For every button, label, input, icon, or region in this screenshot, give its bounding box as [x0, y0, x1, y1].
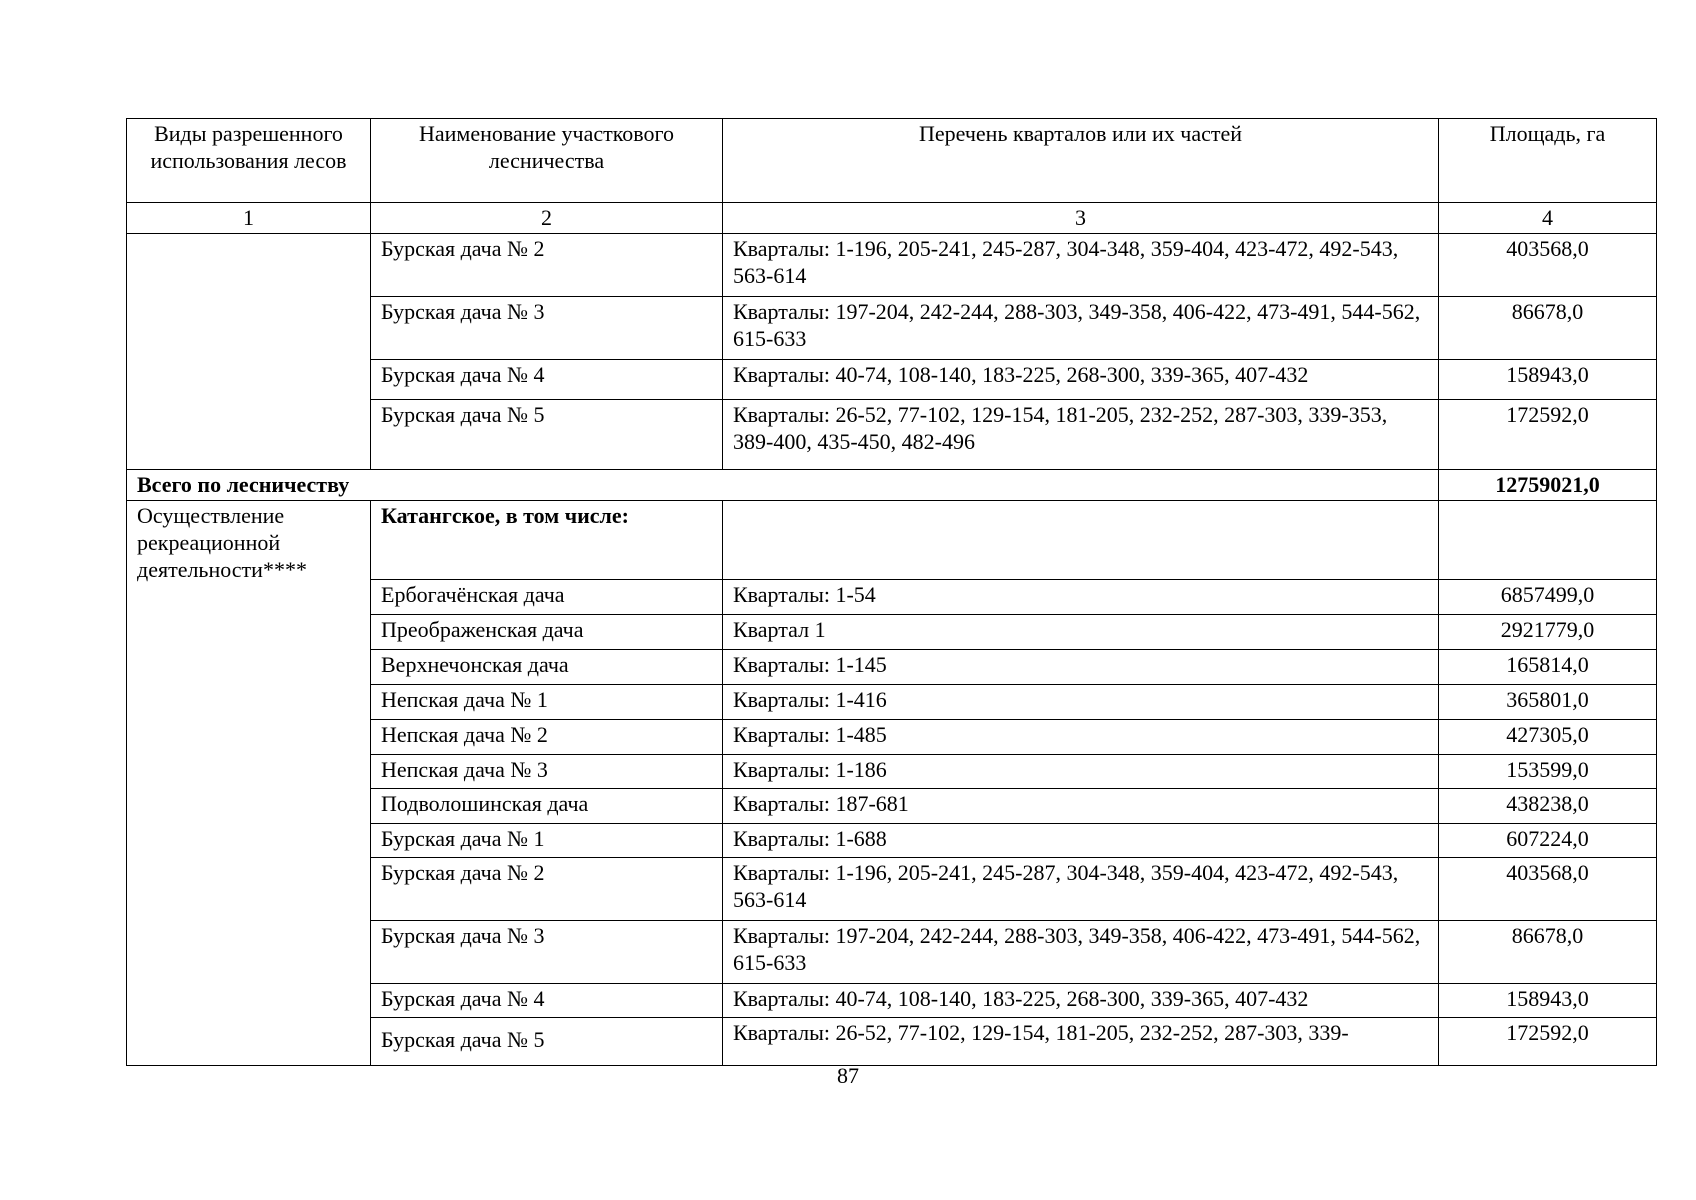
forestry-name-cell: Непская дача № 1: [371, 685, 723, 720]
forestry-name-cell: Подволошинская дача: [371, 789, 723, 824]
forestry-name-cell: Бурская дача № 1: [371, 824, 723, 858]
forestry-name-cell: Непская дача № 3: [371, 755, 723, 789]
header-area: Площадь, га: [1439, 119, 1657, 203]
column-number: 3: [723, 203, 1439, 234]
area-cell: 158943,0: [1439, 984, 1657, 1018]
usage-type-cell-empty: [127, 234, 371, 470]
quarters-cell: Кварталы: 1-196, 205-241, 245-287, 304-348, 359-404, 423-472, 492-543, 563-614: [723, 234, 1439, 297]
total-row: [127, 470, 1657, 501]
header-quarters-list: Перечень кварталов или их частей: [723, 119, 1439, 203]
quarters-cell: Кварталы: 1-196, 205-241, 245-287, 304-348, 359-404, 423-472, 492-543, 563-614: [723, 858, 1439, 921]
area-cell: 2921779,0: [1439, 615, 1657, 650]
area-cell: 172592,0: [1439, 400, 1657, 470]
quarters-cell: Кварталы: 197-204, 242-244, 288-303, 349-358, 406-422, 473-491, 544-562, 615-633: [723, 297, 1439, 360]
forestry-name-cell: Бурская дача № 2: [371, 234, 723, 297]
quarters-cell: Кварталы: 1-54: [723, 580, 1439, 615]
header-forestry-name: Наименование участкового лесничества: [371, 119, 723, 203]
quarters-cell: Кварталы: 187-681: [723, 789, 1439, 824]
area-cell: 158943,0: [1439, 360, 1657, 400]
area-cell: 153599,0: [1439, 755, 1657, 789]
area-cell: 86678,0: [1439, 297, 1657, 360]
quarters-cell: Кварталы: 1-186: [723, 755, 1439, 789]
quarters-cell: Квартал 1: [723, 615, 1439, 650]
table-row: [127, 234, 1657, 297]
forestry-name-cell: Бурская дача № 3: [371, 921, 723, 984]
forestry-name-cell: Бурская дача № 4: [371, 360, 723, 400]
usage-type-recreation: Осуществление рекреационной деятельности****: [127, 501, 371, 1066]
area-cell: 427305,0: [1439, 720, 1657, 755]
forestry-name-cell: Бурская дача № 5: [371, 400, 723, 470]
forestry-name-cell: Непская дача № 2: [371, 720, 723, 755]
table-header-row: [127, 119, 1657, 203]
forestry-name-cell: Ербогачёнская дача: [371, 580, 723, 615]
area-cell: 86678,0: [1439, 921, 1657, 984]
quarters-cell: Кварталы: 1-416: [723, 685, 1439, 720]
quarters-cell: Кварталы: 40-74, 108-140, 183-225, 268-300, 339-365, 407-432: [723, 360, 1439, 400]
quarters-cell-empty: [723, 501, 1439, 580]
quarters-cell: Кварталы: 40-74, 108-140, 183-225, 268-300, 339-365, 407-432: [723, 984, 1439, 1018]
quarters-cell: Кварталы: 1-145: [723, 650, 1439, 685]
forestry-parent-name: Катангское, в том числе:: [371, 501, 723, 580]
area-cell: 607224,0: [1439, 824, 1657, 858]
quarters-cell: Кварталы: 1-688: [723, 824, 1439, 858]
area-cell: 403568,0: [1439, 858, 1657, 921]
header-usage-type: Виды разрешенного использования лесов: [127, 119, 371, 203]
forestry-name-cell: Бурская дача № 5: [371, 1018, 723, 1066]
column-number: 4: [1439, 203, 1657, 234]
area-cell: 172592,0: [1439, 1018, 1657, 1066]
quarters-cell: Кварталы: 26-52, 77-102, 129-154, 181-205, 232-252, 287-303, 339-353, 389-400, 435-450, 482-496: [723, 400, 1439, 470]
total-area: 12759021,0: [1439, 470, 1657, 501]
column-number: 1: [127, 203, 371, 234]
quarters-cell: Кварталы: 1-485: [723, 720, 1439, 755]
total-label: Всего по лесничеству: [127, 470, 1439, 501]
area-cell-empty: [1439, 501, 1657, 580]
area-cell: 6857499,0: [1439, 580, 1657, 615]
forestry-name-cell: Преображенская дача: [371, 615, 723, 650]
column-number-row: [127, 203, 1657, 234]
quarters-cell: Кварталы: 26-52, 77-102, 129-154, 181-205, 232-252, 287-303, 339-: [723, 1018, 1439, 1066]
area-cell: 403568,0: [1439, 234, 1657, 297]
area-cell: 365801,0: [1439, 685, 1657, 720]
forestry-name-cell: Бурская дача № 4: [371, 984, 723, 1018]
table-row: [127, 501, 1657, 580]
area-cell: 165814,0: [1439, 650, 1657, 685]
column-number: 2: [371, 203, 723, 234]
forestry-name-cell: Бурская дача № 2: [371, 858, 723, 921]
area-cell: 438238,0: [1439, 789, 1657, 824]
forest-usage-table: [126, 118, 1657, 1066]
forestry-name-cell: Бурская дача № 3: [371, 297, 723, 360]
page-number: 87: [837, 1063, 859, 1088]
forestry-name-cell: Верхнечонская дача: [371, 650, 723, 685]
quarters-cell: Кварталы: 197-204, 242-244, 288-303, 349-358, 406-422, 473-491, 544-562, 615-633: [723, 921, 1439, 984]
